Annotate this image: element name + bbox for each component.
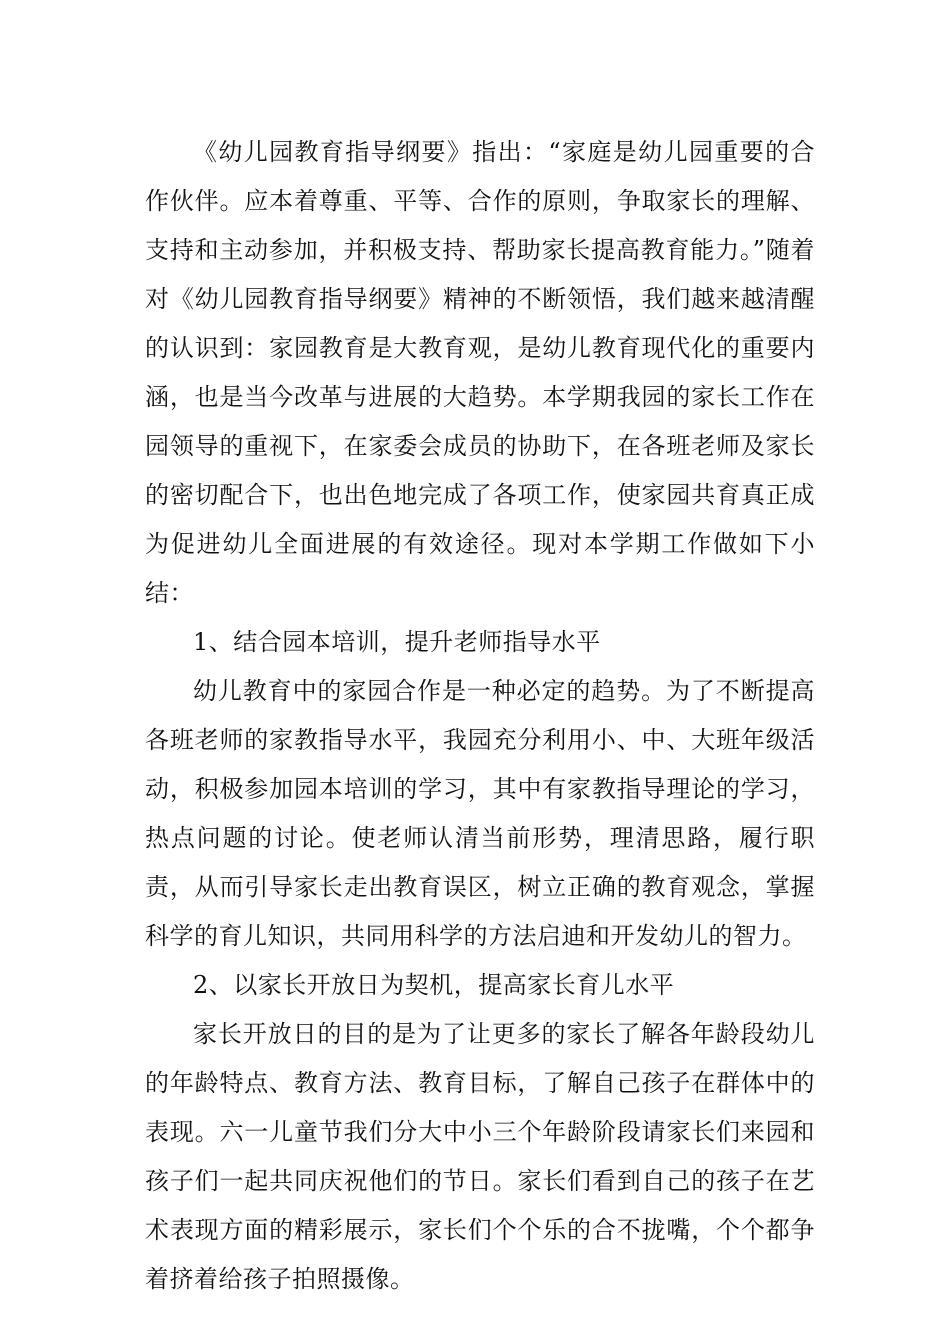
section-paragraph-1: 幼儿教育中的家园合作是一种必定的趋势。为了不断提高各班老师的家教指导水平，我园充分利用小、中、大班年级活动，积极参加园本培训的学习，其中有家教指导理论的学习，热点问题的讨论。使老师认清当前形势，理清思路，履行职责，从而引导家长走出教育误区，树立正确的教育观念，掌握科学的育儿知识，共同用科学的方法启迪和开发幼儿的智力。 (145, 677, 815, 950)
section-paragraph-2: 家长开放日的目的是为了让更多的家长了解各年龄段幼儿的年龄特点、教育方法、教育目标，了解自己孩子在群体中的表现。六一儿童节我们分大中小三个年龄阶段请家长们来园和孩子们一起共同庆祝他们的节日。家长们看到自己的孩子在艺术表现方面的精彩展示，家长们个个乐的合不拢嘴，个个都争着挤着给孩子拍照摄像。 (145, 1020, 815, 1293)
section-heading-2: 2、以家长开放日为契机，提高家长育儿水平 (193, 971, 675, 999)
intro-paragraph: 《幼儿园教育指导纲要》指出：“家庭是幼儿园重要的合作伙伴。应本着尊重、平等、合作的原则，争取家长的理解、支持和主动参加，并积极支持、帮助家长提高教育能力。”随着对《幼儿园教育指导纲要》精神的不断领悟，我们越来越清醒的认识到：家园教育是大教育观，是幼儿教育现代化的重要内涵，也是当今改革与进展的大趋势。本学期我园的家长工作在园领导的重视下，在家委会成员的协助下，在各班老师及家长的密切配合下，也出色地完成了各项工作，使家园共育真正成为促进幼儿全面进展的有效途径。现对本学期工作做如下小结： (145, 138, 815, 607)
document-body (145, 128, 815, 1304)
section-heading-1: 1、结合园本培训，提升老师指导水平 (193, 628, 601, 656)
